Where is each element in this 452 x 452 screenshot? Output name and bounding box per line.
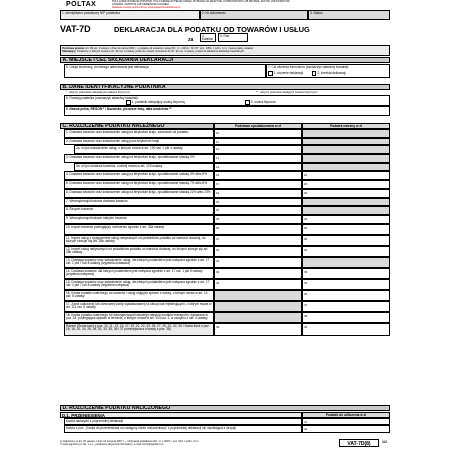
tax-base-field[interactable]: 29. <box>214 246 302 257</box>
row-label: 1. Dostawa towarów oraz świadczenie usług na terytorium kraju, zwolnione od podatku <box>64 129 214 138</box>
status-field: 3. Status <box>308 10 390 20</box>
section-c-header: C. ROZLICZENIE PODATKU NALEŻNEGO <box>60 123 214 129</box>
tax-due-field[interactable]: 28. <box>302 235 390 246</box>
tax-due-field <box>302 163 390 171</box>
tax-due-field[interactable]: 35. <box>302 279 390 290</box>
row-label: 13. Dostawa towarów oraz świadczenie usług, dla których podatnikiem jest nabywca zgodnie z art. 17 ust. 1 pkt 7 lub 8 ustawy (wypełnia dostawca) <box>64 257 214 268</box>
section-d-header: D. ROZLICZENIE PODATKU NALICZONEGO <box>60 405 390 411</box>
deductible-column-header: Podatek do odliczenia w zł <box>302 412 390 418</box>
tax-due-field <box>302 138 390 145</box>
tax-due-field[interactable]: 36. <box>302 290 390 301</box>
section-d1-header: D.1. PRZENIESIENIA <box>60 412 302 418</box>
tax-base-field <box>214 290 302 301</box>
section-a-header: A. MIEJSCE I CEL SKŁADANIA DEKLARACJI <box>60 57 390 63</box>
row-label: 2a. w tym świadczenie usług, o których mowa w art. 100 ust. 1 pkt 4 ustawy <box>74 145 214 154</box>
type-person-checkbox[interactable] <box>245 100 250 105</box>
legal-basis-box: Podstawa prawna: Art. 99 ust. 3 ustawy z dnia 11 marca 2004 r. o podatku od towarów i usług (Dz. U. z 2011 r. Nr 177, poz. 1054, z późn. zm.), zwanej dalej „ustawą”. Składający: Podatnicy, o których mowa w art. 99 ust. 3 ustawy, jeżeli nie utracili, stosownie do art. 99 ust. 4 ustawy, prawa do składania deklaracji kwartalnych. <box>60 45 390 56</box>
tax-base-field <box>214 312 302 323</box>
taxpayer-name-field[interactable]: 9. Nazwa pełna, REGON * / Nazwisko, pierwsze imię, data urodzenia ** <box>64 106 390 116</box>
period-label: za <box>188 37 194 43</box>
page-number: 1/2 <box>382 440 387 444</box>
tax-due-field <box>302 206 390 215</box>
row-label: 11. Import usług z wyłączeniem usług nabywanych od podatników podatku od wartości dodanej, do których stosuje się art. 28b ustawy <box>64 235 214 246</box>
footer-notes: 1) Ogłoszono w art. 87 ustawy z dnia 13 sierpnia 2007 r. – Ordynacja podatkowa (Dz. U. z 2015 r. poz. 613, z późn. zm.) © www.signform.pl, Sp. z o.o., producent aktywnych formularzy, e-mail: biuro@signform.pl <box>60 440 199 446</box>
tax-base-field[interactable]: 11. <box>214 138 302 145</box>
purpose-field: 7. Cel złożenia formularza (zaznaczyć właściwy kwadrat): 1. złożenie deklaracji 2. korekta deklaracji <box>266 64 390 78</box>
tax-base-field[interactable]: 15. <box>214 171 302 180</box>
field-42[interactable]: 42. <box>302 425 390 433</box>
nip-field[interactable]: 1. Identyfikator podatkowy NIP podatnika <box>60 10 200 20</box>
tax-due-field[interactable]: 16. <box>302 171 390 180</box>
row-label: 8. Eksport towarów <box>64 206 214 215</box>
section-b-header: B. DANE IDENTYFIKACYJNE PODATNIKA <box>60 84 390 90</box>
doc-no-field: 2. Nr dokumentu <box>200 10 308 20</box>
tax-due-field[interactable]: 24. <box>302 215 390 224</box>
row-label: 9. Wewnątrzwspólnotowe nabycie towarów <box>64 215 214 224</box>
tax-due-column-header: Podatek należny w zł <box>302 123 390 129</box>
row-label: 5. Dostawa towarów oraz świadczenie usług na terytorium kraju, opodatkowane stawką 7% albo 8% <box>64 180 214 189</box>
tax-base-field[interactable]: 27. <box>214 235 302 246</box>
field-41[interactable]: 41. <box>302 418 390 425</box>
quarter-field[interactable]: 4. Kwartał <box>200 33 216 42</box>
tax-due-field[interactable]: 33. <box>302 268 390 279</box>
row-label: 16. Kwota podatku należnego od towarów i usług objętych spisem z natury, o którym mowa w art. 14 ust. 5 ustawy <box>64 290 214 301</box>
tax-base-field[interactable]: 34. <box>214 279 302 290</box>
option-correction-checkbox[interactable] <box>312 71 317 76</box>
tax-base-field[interactable]: 31. <box>214 257 302 268</box>
tax-due-field[interactable]: 30. <box>302 246 390 257</box>
tax-due-field <box>302 257 390 268</box>
form-code: VAT-7D <box>60 24 91 34</box>
tax-due-field[interactable]: 26. <box>302 224 390 235</box>
tax-base-field[interactable]: 39. <box>214 323 302 336</box>
carry-forward-label: Kwota z poz. „Kwota do przeniesienia na następny okres rozliczeniowy” z poprzedniej deklaracji lub wynikająca z decyzji <box>64 425 302 433</box>
row-label: 18. Kwota podatku należnego od wewnątrzwspólnotowego nabycia środków transportu, wykazana w poz. 24, podlegająca wpłacie w terminie, o którym mowa w art. 103 ust. 3, w związku z ust. 4 ustawy <box>64 312 214 323</box>
row-label: 12. Import usług nabywanych od podatników podatku od wartości dodanej, do których stosuje się art. 28b ustawy <box>64 246 214 257</box>
tax-office-field[interactable]: 6. Urząd skarbowy, do którego adresowana jest deklaracja <box>64 64 266 78</box>
tax-due-field[interactable]: 40. <box>302 323 390 336</box>
tax-base-column-header: Podstawa opodatkowania w zł <box>214 123 302 129</box>
tax-base-field[interactable]: 10. <box>214 129 302 138</box>
form-title: DEKLARACJA DLA PODATKU OD TOWARÓW I USŁUG <box>114 24 310 34</box>
tax-due-field[interactable]: 18. <box>302 180 390 189</box>
tax-base-field[interactable]: 14. <box>214 163 302 171</box>
poltax-logo: POLTAX <box>66 1 97 8</box>
year-field[interactable]: 5. Rok <box>218 33 248 42</box>
row-label: 6. Dostawa towarów oraz świadczenie usług na terytorium kraju, opodatkowane stawką 22% albo 23% <box>64 189 214 198</box>
type-entity-checkbox[interactable] <box>126 100 131 105</box>
tax-base-field[interactable]: 22. <box>214 206 302 215</box>
row-label: 15. Dostawa towarów oraz świadczenie usług, dla których podatnikiem jest nabywca zgodnie z art. 17 ust. 1 pkt 7 lub 8 ustawy (wypełnia nabywca) <box>64 279 214 290</box>
tax-due-field[interactable]: 38. <box>302 312 390 323</box>
note-non-individual: * - dotyczy podmiotów niebędących osobami fizycznymi <box>66 91 130 94</box>
row-label: 10. Import towarów podlegający rozliczeniu zgodnie z art. 33a ustawy <box>64 224 214 235</box>
row-label: 7. Wewnątrzwspólnotowa dostawa towarów <box>64 198 214 206</box>
row-label: 17. Zwrot odliczonej lub zwróconej kwoty wydatkowanej na zakup kas rejestrujących, o którym mowa w art. 111 ust. 6 ustawy <box>64 301 214 312</box>
tax-due-field <box>302 145 390 154</box>
tax-base-field <box>214 301 302 312</box>
tax-due-field[interactable]: 37. <box>302 301 390 312</box>
tax-due-field <box>302 154 390 163</box>
row-label: 3a. w tym dostawa towarów, o której mowa w art. 129 ustawy <box>74 163 214 171</box>
header-instructions: POLA JASNE WYPEŁNIA PODATNIK, POLA CIEMNE WYPEŁNIA URZĄD. WYPEŁNIĆ NA MASZYNIE, KOMPUTEROWO LUB RĘCZNIE, DUŻYMI, DRUKOWANYMI LITERAMI, CZARNYM LUB NIEBIESKIM KOLOREM. Składanie w wersji elektronicznej: www.sprawdzonedeklaracje.pl <box>112 0 290 9</box>
tax-due-field[interactable]: 20. <box>302 189 390 198</box>
row-label: 2. Dostawa towarów oraz świadczenie usług poza terytorium kraju <box>64 138 214 145</box>
previous-excess-label: Kwota nadwyżki z poprzedniej deklaracji <box>64 418 302 425</box>
tax-base-field[interactable]: 19. <box>214 189 302 198</box>
tax-base-field[interactable]: 32. <box>214 268 302 279</box>
row-label: 3. Dostawa towarów oraz świadczenie usług na terytorium kraju, opodatkowane stawką 0% <box>64 154 214 163</box>
tax-base-field[interactable]: 13. <box>214 154 302 163</box>
row-label: 14. Dostawa towarów, dla których podatnikiem jest nabywca zgodnie z art. 17 ust. 1 pkt 5 ustawy (wypełnia nabywca) <box>64 268 214 279</box>
taxpayer-type-field: 8. Rodzaj podatnika (zaznaczyć właściwy kwadrat): 1. podatnik niebędący osobą fizyczną 2. osoba fizyczna <box>64 95 390 106</box>
tax-due-field <box>302 129 390 138</box>
tax-due-field <box>302 198 390 206</box>
row-label: 4. Dostawa towarów oraz świadczenie usług na terytorium kraju, opodatkowane stawką 3% albo 5% <box>64 171 214 180</box>
tax-base-field[interactable]: 12. <box>214 145 302 154</box>
note-individual: ** - dotyczy podmiotów będących osobami fizycznymi <box>256 91 318 94</box>
option-submit-checkbox[interactable] <box>268 71 273 76</box>
form-version-badge: VAT-7D(8) <box>339 439 379 447</box>
tax-base-field[interactable]: 21. <box>214 198 302 206</box>
tax-base-field[interactable]: 25. <box>214 224 302 235</box>
tax-base-field[interactable]: 17. <box>214 180 302 189</box>
tax-base-field[interactable]: 23. <box>214 215 302 224</box>
row-label: Razem (Suma kwot z poz. 10, 11, 13, 15, 17, 19, 21, 22, 23, 25, 27, 29, 31, 32, 34 / Suma kwot z poz. 16, 18, 20, 24, 26, 28, 30, 33, 35, 36 i 37 pomniejszona o kwotę z poz. 38) <box>64 323 214 336</box>
